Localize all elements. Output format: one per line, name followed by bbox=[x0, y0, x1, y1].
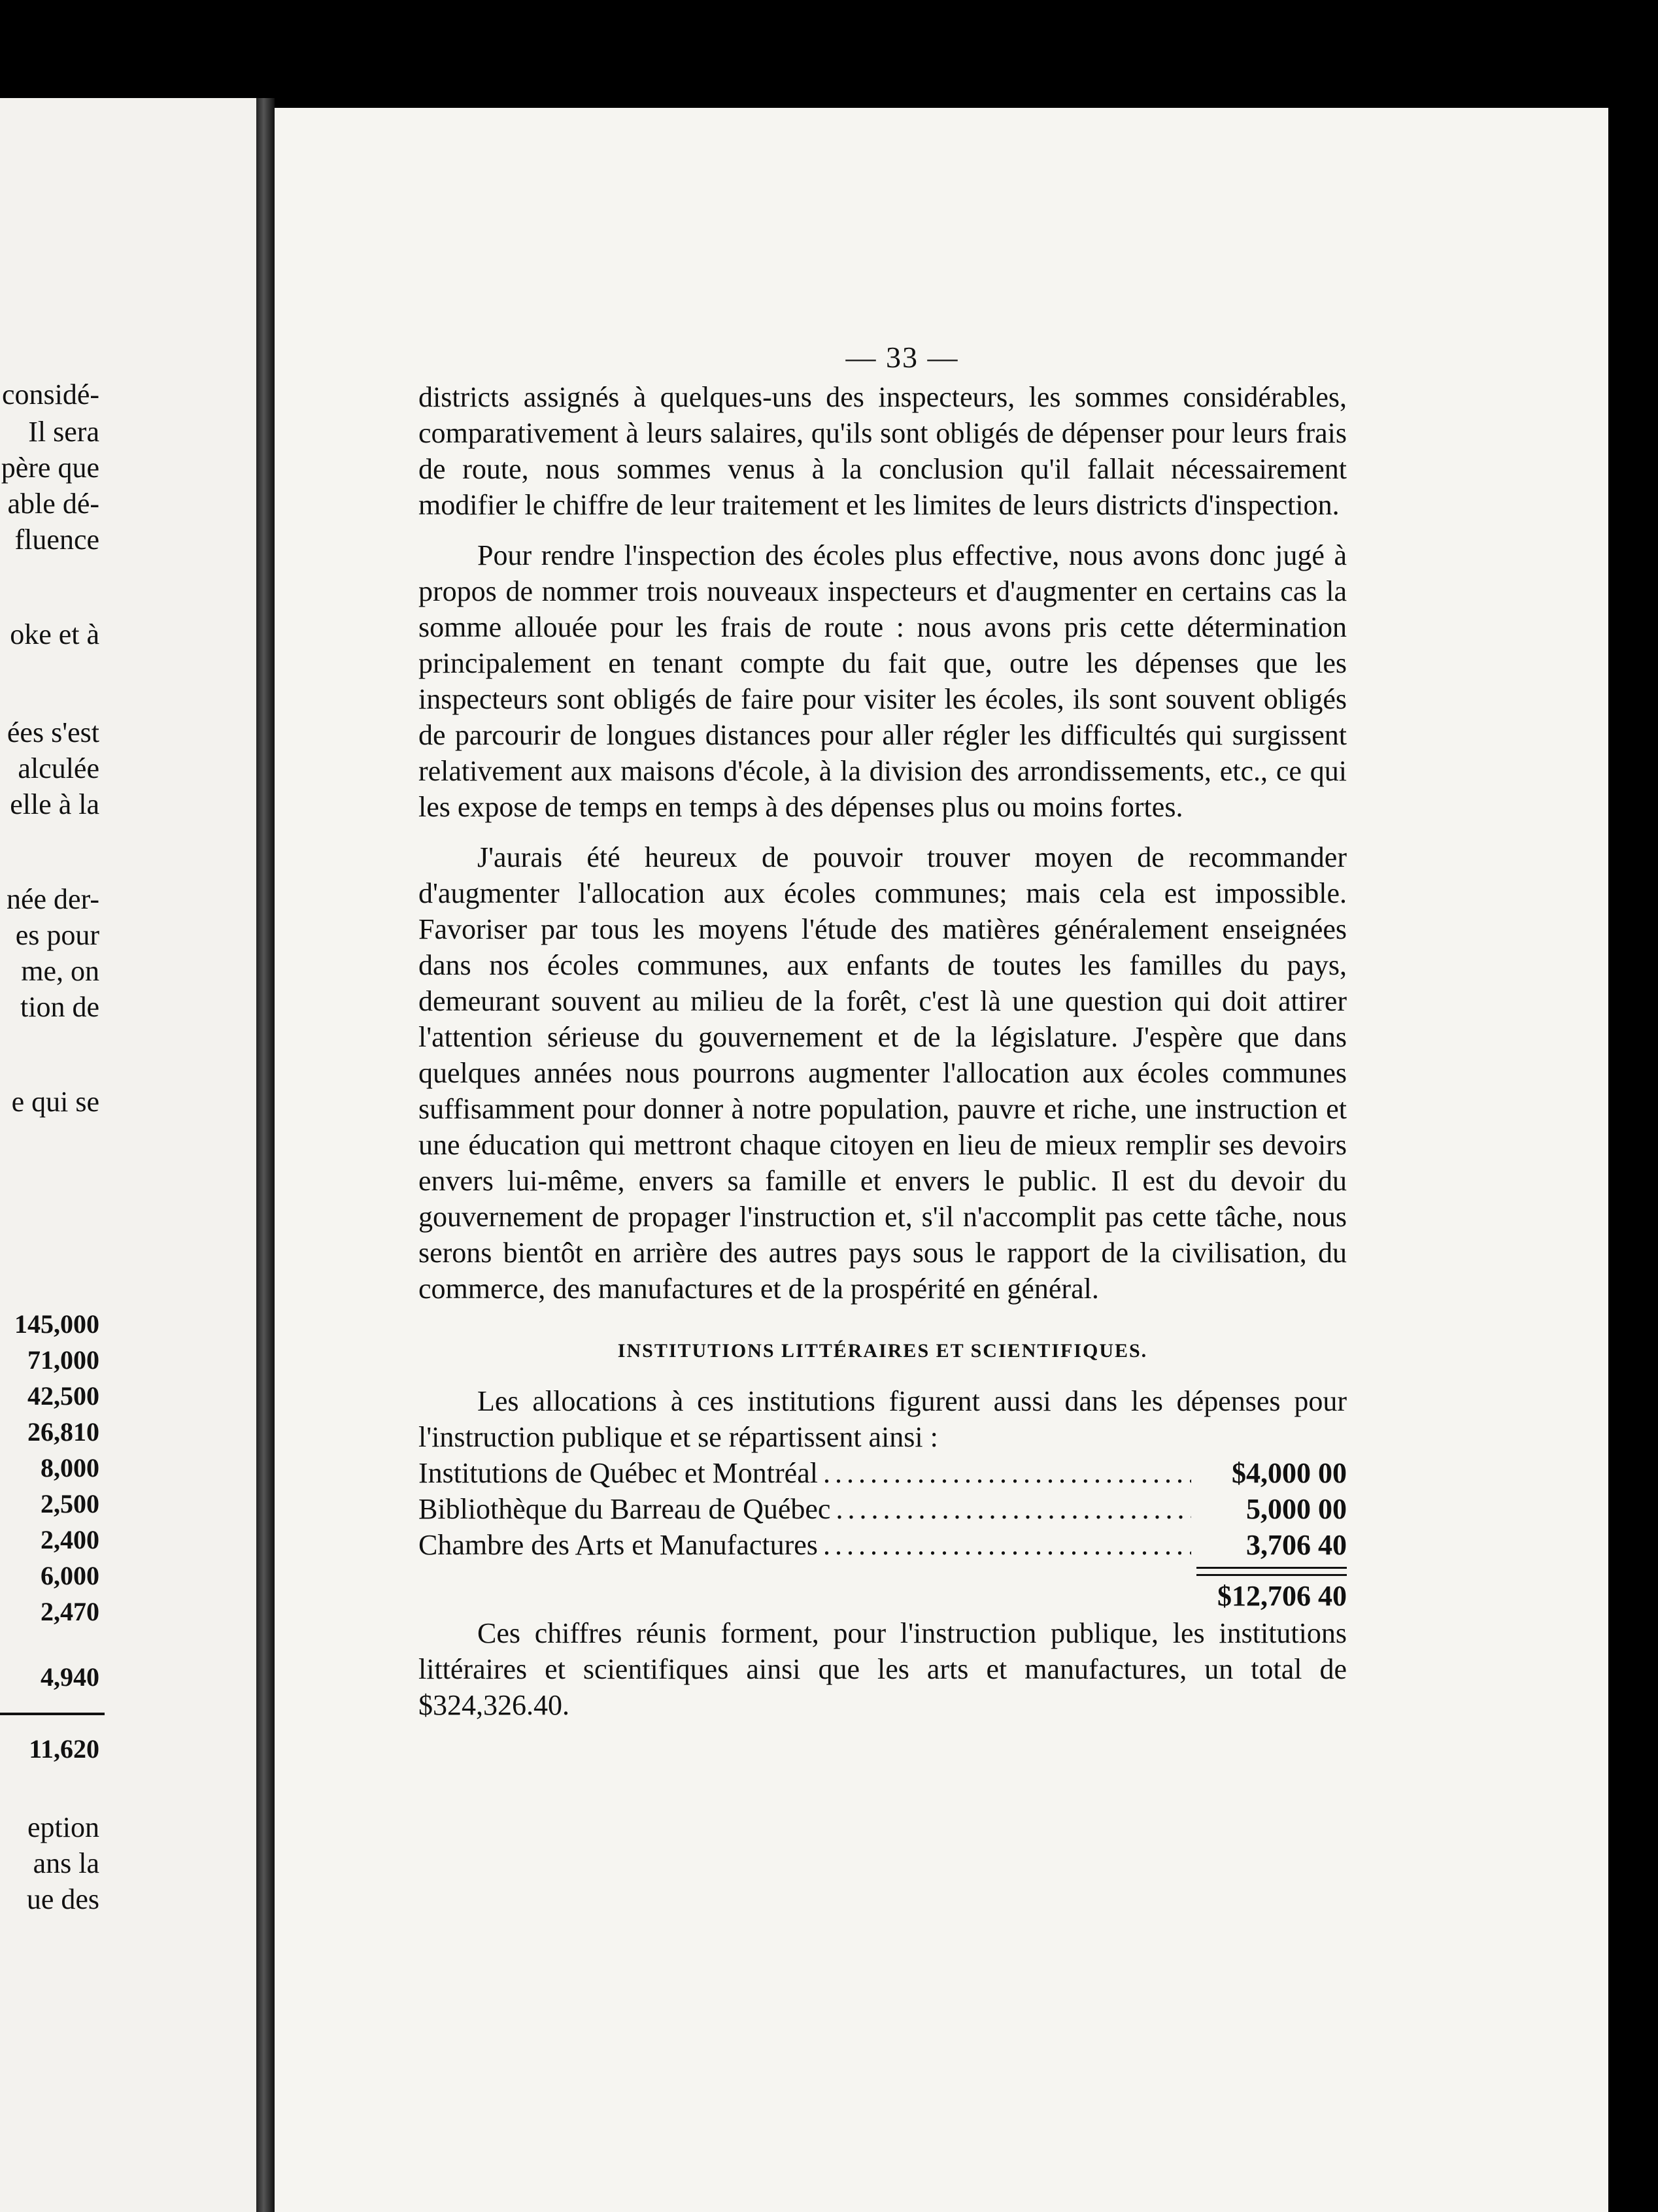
leader-dots bbox=[823, 1455, 1191, 1491]
paragraph: J'aurais été heureux de pouvoir trouver moyen de recommander d'augmenter l'allocation aux écoles communes; mais cela est impossible. Favoriser par tous les moyens l'étude des matières généralement enseignées dans nos écoles communes, aux enfants de toutes les familles du pays, demeurant souvent au milieu de la forêt, c'est là une question qui doit attirer l'attention sérieuse du gouvernement et de la législature. J'espère que dans quelques années nous pourrons augmenter l'allocation aux écoles communes suffisamment pour donner à notre population, pauvre et riche, une instruction et une éducation qui mettront chaque citoyen en lieu de mieux remplir ses devoirs envers lui-même, envers sa famille et envers le public. Il est du devoir du gouvernement de propager l'instruction et, s'il n'accomplit pas cette tâche, nous serons bientôt en arrière des autres pays sous le rapport de la civilisation, du commerce, des manufactures et de la prospérité en général. bbox=[418, 841, 1347, 1305]
left-fragment: Il sera bbox=[28, 416, 99, 448]
total-rule bbox=[1196, 1567, 1347, 1576]
left-fragment: able dé- bbox=[7, 488, 99, 520]
left-fragment: es pour bbox=[15, 919, 99, 951]
left-fragment: fluence bbox=[14, 524, 99, 556]
allocation-list bbox=[418, 1455, 1347, 1563]
allocation-label: Institutions de Québec et Montréal bbox=[418, 1457, 818, 1489]
left-fragment: née der- bbox=[6, 883, 99, 915]
section-heading: INSTITUTIONS LITTÉRAIRES ET SCIENTIFIQUES. bbox=[617, 1340, 1148, 1362]
left-fragment: alculée bbox=[18, 752, 99, 784]
left-fragment: me, on bbox=[21, 955, 99, 987]
page-number: — 33 — bbox=[845, 341, 959, 374]
left-fragment: elle à la bbox=[10, 788, 99, 820]
left-fragment: eption bbox=[27, 1811, 99, 1843]
left-number: 8,000 bbox=[41, 1453, 99, 1483]
leader-dots bbox=[823, 1527, 1191, 1563]
left-number: 2,400 bbox=[41, 1525, 99, 1554]
allocation-intro: Les allocations à ces institutions figurent aussi dans les dépenses pour l'instruction publique et se répartissent ainsi : bbox=[418, 1385, 1347, 1453]
left-fragment: ans la bbox=[33, 1847, 99, 1879]
allocation-amount: 5,000 00 bbox=[1246, 1493, 1347, 1525]
left-number: 2,500 bbox=[41, 1489, 99, 1518]
left-number: 145,000 bbox=[14, 1309, 99, 1339]
left-facing-page bbox=[0, 98, 256, 2212]
left-number: 42,500 bbox=[27, 1381, 99, 1411]
left-number: 71,000 bbox=[27, 1345, 99, 1375]
paragraph: Pour rendre l'inspection des écoles plus effective, nous avons donc jugé à propos de nommer trois nouveaux inspecteurs et d'augmenter en certains cas la somme allouée pour les frais de route : nous avons pris cette détermination principalement en tenant compte du fait que, outre les dépenses que les inspecteurs sont obligés de faire pour visiter les écoles, ils sont souvent obligés de parcourir de longues distances pour aller régler les difficultés qui surgissent relativement aux maisons d'école, à la division des arrondissements, etc., ce qui les expose de temps en temps à des dépenses plus ou moins fortes. bbox=[418, 539, 1347, 823]
left-fragment: oke et à bbox=[10, 618, 99, 650]
allocation-label: Chambre des Arts et Manufactures bbox=[418, 1529, 818, 1561]
allocation-label: Bibliothèque du Barreau de Québec bbox=[418, 1493, 831, 1525]
paragraph: districts assignés à quelques-uns des inspecteurs, les sommes considérables, comparativement à leurs salaires, qu'ils sont obligés de dépenser pour leurs frais de route, nous sommes venus à la conclusion qu'il fallait nécessairement modifier le chiffre de leur traitement et les limites de leurs districts d'inspection. bbox=[418, 381, 1347, 521]
left-fragment: tion de bbox=[20, 991, 99, 1023]
closing-paragraph: Ces chiffres réunis forment, pour l'instruction publique, les institutions littéraires et scientifiques ainsi que les arts et manufactures, un total de $324,326.40. bbox=[418, 1617, 1347, 1721]
page-body bbox=[418, 379, 1347, 1737]
left-number: 4,940 bbox=[41, 1662, 99, 1692]
left-number: 26,810 bbox=[27, 1417, 99, 1447]
allocation-total: $12,706 40 bbox=[1217, 1579, 1347, 1612]
allocation-total-row bbox=[418, 1576, 1347, 1615]
leader-dots bbox=[836, 1491, 1191, 1527]
left-number: 6,000 bbox=[41, 1561, 99, 1590]
left-number: 11,620 bbox=[29, 1734, 99, 1764]
right-scan-edge bbox=[1608, 108, 1658, 2212]
left-fragment: e qui se bbox=[11, 1086, 99, 1118]
allocation-row bbox=[418, 1455, 1347, 1491]
left-fragment: considé- bbox=[1, 378, 99, 411]
allocation-amount: $4,000 00 bbox=[1232, 1457, 1347, 1489]
left-fragment: père que bbox=[1, 452, 99, 484]
left-total-rule bbox=[0, 1713, 105, 1715]
allocation-row bbox=[418, 1491, 1347, 1527]
book-gutter bbox=[256, 98, 275, 2212]
left-number: 2,470 bbox=[41, 1597, 99, 1626]
left-fragment: ées s'est bbox=[7, 716, 99, 748]
allocation-row bbox=[418, 1527, 1347, 1563]
allocation-amount: 3,706 40 bbox=[1246, 1529, 1347, 1561]
left-fragment: ue des bbox=[26, 1883, 99, 1915]
